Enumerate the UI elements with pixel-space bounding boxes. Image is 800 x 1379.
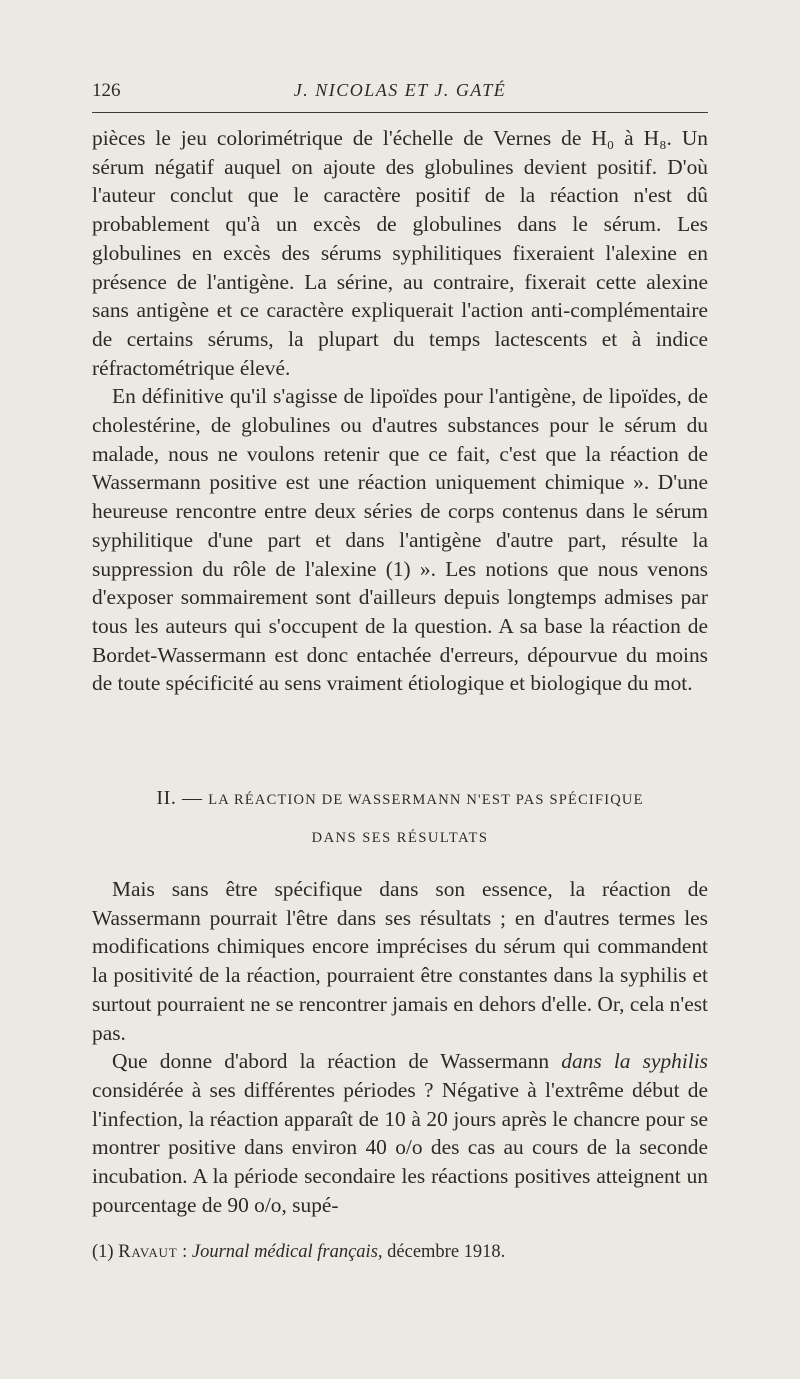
footnote bbox=[92, 1240, 708, 1264]
paragraph-4-italic: dans la syphilis bbox=[561, 1049, 709, 1074]
paragraph-3: Mais sans être spécifique dans son essence, la réaction de Wassermann pourrait l'être dans ses résultats ; en d'autres termes les modifications chimiques encore imprécises du sérum qui commandent la positivité de la réaction, pourraient être constantes dans la syphilis et surtout pourraient ne se rencontrer jamais en dehors d'elle. Or, cela n'est pas. bbox=[92, 877, 708, 1045]
header-rule bbox=[92, 112, 708, 113]
footnote-journal: Journal médical français, bbox=[191, 1242, 383, 1262]
running-title: J. NICOLAS ET J. GATÉ bbox=[293, 80, 507, 100]
paragraph-1: pièces le jeu colorimétrique de l'échelle de Vernes de H₀ à H₈. Un sérum négatif auquel on ajoute des globulines devient positif. D'où l'auteur conclut que le caractère positif de la réaction n'est dû probablement qu'à un excès de globulines dans le sérum. Les globulines en excès des sérums syphilitiques fixeraient l'alexine en présence de l'antigène. La sérine, au contraire, fixerait cette alexine sans antigène et ce caractère expliquerait l'action anti-complémentaire de certains sérums, la plupart du temps lactescents et à indice réfractométrique élevé. bbox=[92, 126, 708, 380]
footnote-marker: (1) bbox=[92, 1242, 119, 1262]
paragraph-4-end: considérée à ses différentes périodes ? Négative à l'extrême début de l'infection, la réaction apparaît de 10 à 20 jours après le chancre pour se montrer positive dans environ 40 o/o des cas au cours de la seconde incubation. A la période secondaire les réactions positives atteignent un pourcentage de 90 o/o, supé- bbox=[92, 1077, 708, 1217]
page-header bbox=[92, 80, 708, 110]
section-heading bbox=[92, 787, 708, 810]
footnote-author: Ravaut bbox=[118, 1242, 178, 1262]
paragraph-2: En définitive qu'il s'agisse de lipoïdes pour l'antigène, de lipoïdes, de cholestérine, de globulines ou d'autres substances pour le sérum du malade, nous ne voulons retenir que ce fait, c'est que la réaction de Wassermann positive est une réaction uniquement chimique ». D'une heureuse rencontre entre deux séries de corps contenus dans le sérum syphilitique d'une part et dans l'antigène d'autre part, résulte la suppression du rôle de l'alexine (1) ». Les notions que nous venons d'exposer sommairement sont d'ailleurs depuis longtemps admises par tous les auteurs qui s'occupent de la question. A sa base la réaction de Bordet-Wassermann est donc entachée d'erreurs, dépourvue du moins de toute spécificité au sens vraiment étiologique et biologique du mot. bbox=[92, 384, 708, 696]
body-text-top bbox=[92, 124, 708, 698]
footnote-date: décembre 1918. bbox=[382, 1242, 506, 1262]
section-subheading bbox=[92, 830, 708, 847]
page-number: 126 bbox=[92, 80, 121, 101]
paragraph-4-start: Que donne d'abord la réaction de Wassermann bbox=[112, 1049, 562, 1074]
section-title-line2: DANS SES RÉSULTATS bbox=[311, 830, 489, 846]
section-number: II. — bbox=[156, 787, 209, 809]
footnote-separator: : bbox=[177, 1242, 192, 1262]
paragraph-4 bbox=[92, 1047, 708, 1219]
body-text-bottom bbox=[92, 875, 708, 1219]
section-title-line1: LA RÉACTION DE WASSERMANN N'EST PAS SPÉCIFIQUE bbox=[208, 792, 644, 808]
